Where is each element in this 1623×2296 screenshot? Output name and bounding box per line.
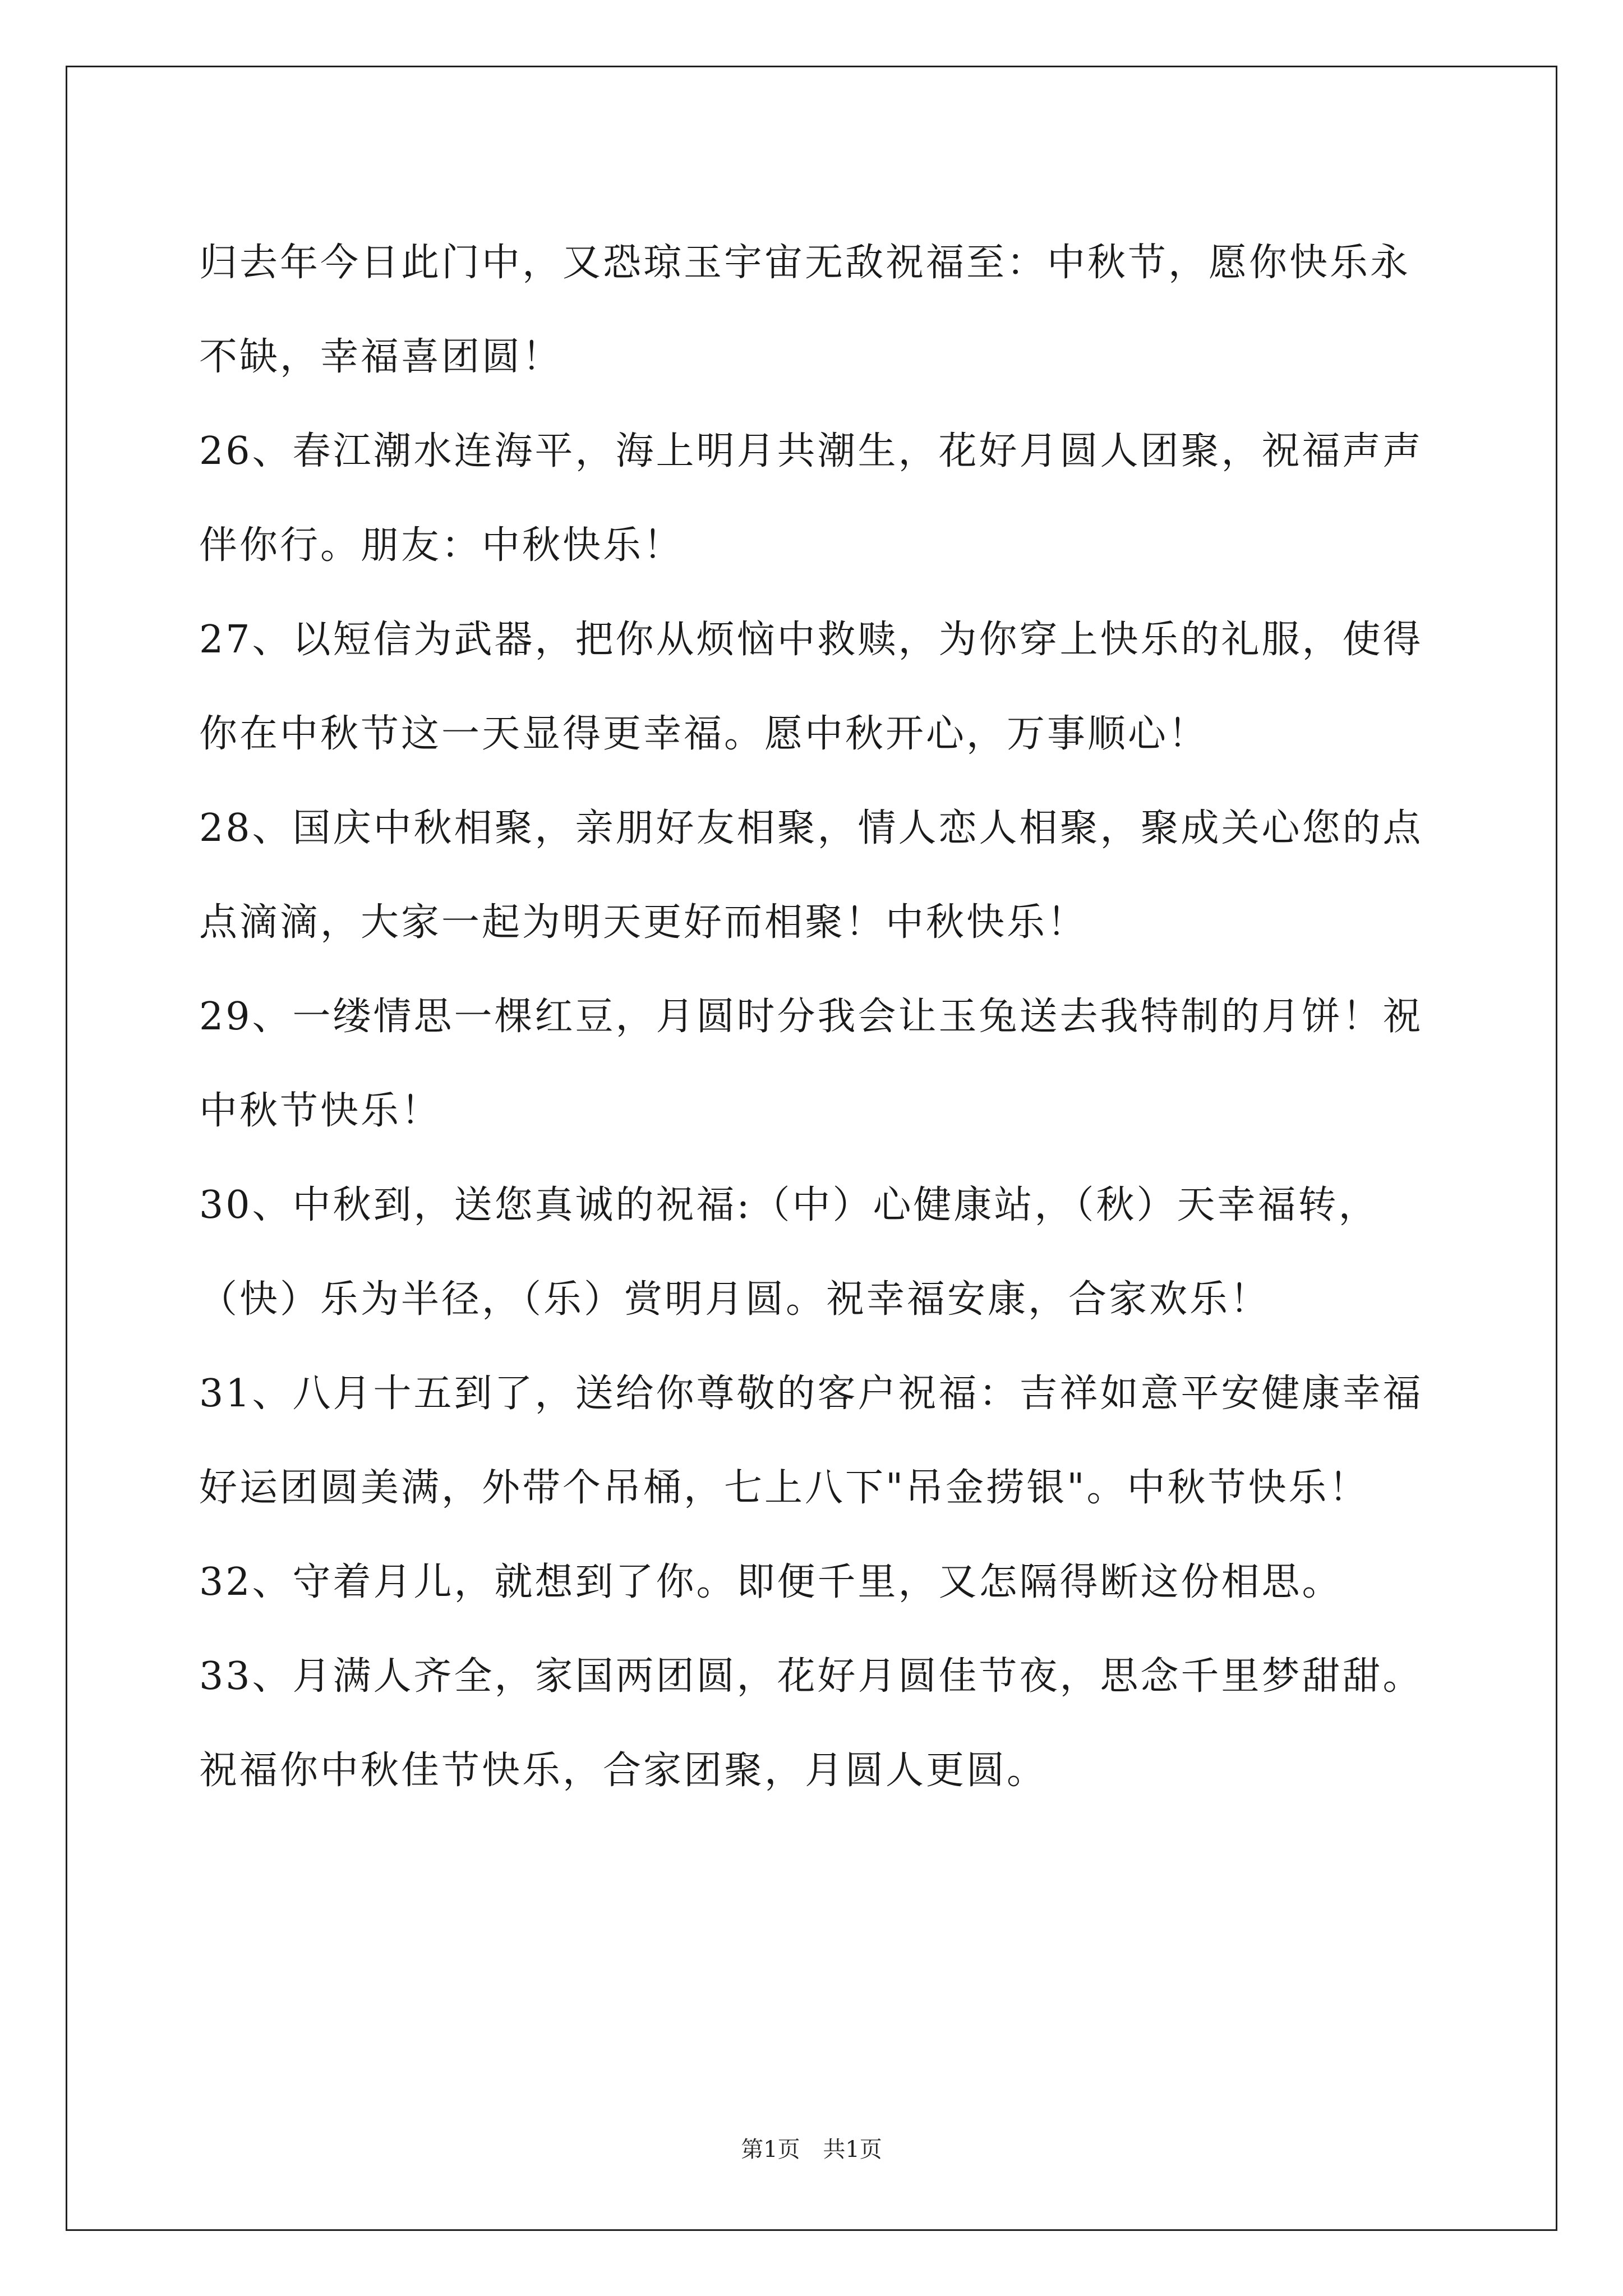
page-footer (0, 2132, 1623, 2164)
paragraph: 33、月满人齐全，家国两团圆，花好月圆佳节夜，思念千里梦甜甜。祝福你中秋佳节快乐，合家团聚，月圆人更圆。 (199, 1654, 1423, 1793)
paragraph: 归去年今日此门中，又恐琼玉宇宙无敌祝福至：中秋节，愿你快乐永不缺，幸福喜团圆！ (199, 241, 1411, 379)
paragraph: 27、以短信为武器，把你从烦恼中救赎，为你穿上快乐的礼服，使得你在中秋节这一天显得更幸福。愿中秋开心，万事顺心！ (199, 618, 1423, 756)
paragraph: 29、一缕情思一棵红豆，月圆时分我会让玉兔送去我特制的月饼！祝中秋节快乐！ (199, 995, 1423, 1133)
paragraph: 26、春江潮水连海平，海上明月共潮生，花好月圆人团聚，祝福声声伴你行。朋友：中秋快乐！ (199, 429, 1423, 568)
paragraph: 30、中秋到，送您真诚的祝福:（中）心健康站，（秋）天幸福转，（快）乐为半径，（乐）赏明月圆。祝幸福安康，合家欢乐！ (199, 1183, 1379, 1322)
document-body (199, 216, 1433, 1818)
paragraph: 32、守着月儿，就想到了你。即便千里，又怎隔得断这份相思。 (199, 1560, 1343, 1604)
paragraph: 31、八月十五到了，送给你尊敬的客户祝福：吉祥如意平安健康幸福好运团圆美满，外带个吊桶，七上八下"吊金捞银"。中秋节快乐！ (199, 1372, 1423, 1510)
paragraph: 28、国庆中秋相聚，亲朋好友相聚，情人恋人相聚，聚成关心您的点点滴滴，大家一起为明天更好而相聚！中秋快乐！ (199, 806, 1423, 945)
page-number-total: 共1页 (823, 2137, 882, 2162)
page-number-current: 第1页 (741, 2137, 800, 2162)
